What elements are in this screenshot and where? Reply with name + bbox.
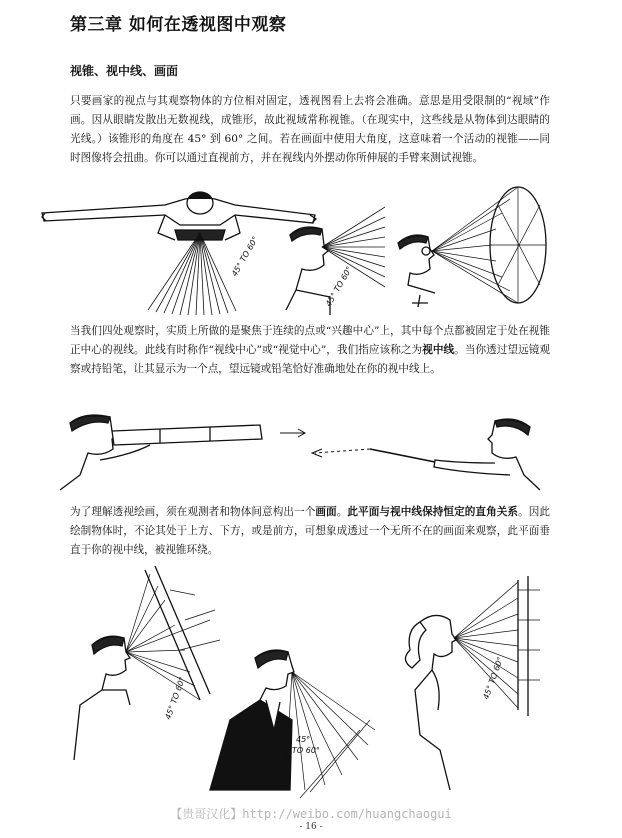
fig1-angle-label: 45° TO 60°	[229, 234, 261, 278]
page-title: 第三章 如何在透视图中观察	[70, 15, 287, 35]
figure-looking-down	[210, 650, 375, 798]
figure-cone-of-vision	[398, 187, 546, 307]
illustration-row-2	[40, 405, 560, 495]
paragraph-cone-of-vision: 只要画家的视点与其观察物体的方位相对固定，透视图看上去将会准确。意思是用受限制的“视域”作画。因从眼睛发散出无数视线，成锥形，故此视域常称视锥。（在现实中，这些线是从物体到达眼睛的光线。）该锥形的角度在 45° 到 60° 之间。若在画面中使用大角度，这意味着一个活动的视锥——同时图像将会扭曲。你可以通过直视前方，并在视线内外摆动你所伸展的手臂来测试视锥。	[70, 95, 550, 164]
illustration-row-3	[70, 560, 560, 800]
section-heading: 视锥、视中线、画面	[70, 64, 179, 78]
fig6-angle-label-bottom: TO 60°	[292, 746, 320, 755]
fig6-angle-label-top: 45°	[296, 735, 311, 744]
footer-watermark: 【贵哥汉化】http://weibo.com/huangchaogui	[170, 807, 452, 821]
figure-telescope	[60, 415, 305, 490]
paragraph-picture-plane: 为了理解透视绘画，须在观测者和物体间意构出一个画面。此平面与视中线保持恒定的直角关系。因此绘制物体时，不论其处于上方、下方，或是前方，可想象成透过一个无所不在的画面来观察，此平面垂直于你的视中线，被视锥环绕。	[70, 506, 551, 556]
illustration-row-1	[40, 185, 560, 315]
fig2-angle-label: 45° TO 60°	[323, 264, 355, 308]
figure-pencil	[312, 419, 540, 490]
term-central-visual-ray: 视中线	[422, 344, 455, 356]
page-number: - 16 -	[299, 822, 323, 832]
term-picture-plane: 画面	[315, 506, 337, 518]
figure-looking-up	[74, 566, 220, 760]
paragraph-central-visual-ray: 当我们四处观察时，实质上所做的是聚焦于连续的点或“兴趣中心”上，其中每个点都被固定于处在视锥正中心的视线。此线有时称作“视线中心”或“视觉中心”，我们指应该称之为视中线。当你透过望远镜观察或持铅笔，让其显示为一个点，望远镜或铅笔恰好准确地处在你的视中线上。	[70, 325, 551, 375]
fig7-angle-label: 45° TO 60°	[481, 655, 506, 701]
term-constant-right-angle: 此平面与视中线保持恒定的直角关系	[347, 506, 519, 518]
fig5-angle-label: 45° TO 60°	[163, 675, 188, 721]
figure-outstretched-arms	[42, 192, 316, 315]
figure-looking-ahead	[405, 576, 540, 790]
